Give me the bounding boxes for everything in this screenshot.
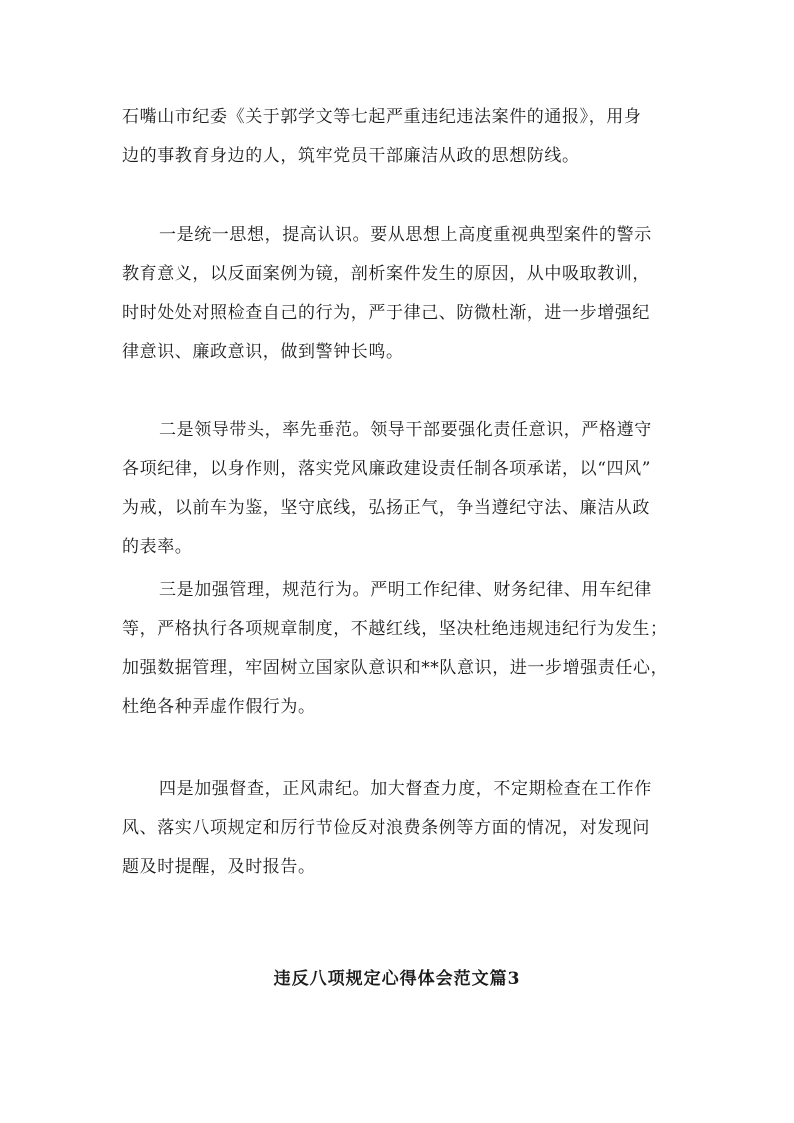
paragraph-line: 四是加强督查，正风肃纪。加大督查力度，不定期检查在工作作	[159, 779, 652, 799]
paragraph-line: 风、落实八项规定和厉行节俭反对浪费条例等方面的情况，对发现问	[122, 818, 650, 838]
paragraph-line: 边的事教育身边的人，筑牢党员干部廉洁从政的思想防线。	[122, 146, 580, 166]
paragraph-line: 时时处处对照检查自己的行为，严于律己、防微杜渐，进一步增强纪	[122, 303, 650, 323]
paragraph-line: 题及时提醒，及时报告。	[122, 857, 316, 877]
paragraph-line: 二是领导带头，率先垂范。领导干部要强化责任意识，严格遵守	[159, 420, 652, 440]
paragraph-line: 律意识、廉政意识，做到警钟长鸣。	[122, 342, 404, 362]
paragraph-line: 教育意义，以反面案例为镜，剖析案件发生的原因，从中吸取教训，	[122, 264, 650, 284]
paragraph-line: 石嘴山市纪委《关于郭学文等七起严重违纪违法案件的通报》，用身	[122, 107, 642, 127]
paragraph-line: 加强数据管理，牢固树立国家队意识和**队意识，进一步增强责任心，	[122, 658, 669, 678]
paragraph-line: 等，严格执行各项规章制度，不越红线，坚决杜绝违规违纪行为发生；	[122, 619, 668, 639]
paragraph-line: 一是统一思想，提高认识。要从思想上高度重视典型案件的警示	[159, 225, 652, 245]
paragraph-line: 的表率。	[122, 537, 193, 557]
paragraph-line: 各项纪律，以身作则，落实党风廉政建设责任制各项承诺，以“四风”	[122, 459, 651, 479]
paragraph-line: 三是加强管理，规范行为。严明工作纪律、财务纪律、用车纪律	[159, 580, 652, 600]
section-heading: 违反八项规定心得体会范文篇3	[273, 969, 521, 989]
paragraph-line: 杜绝各种弄虚作假行为。	[122, 697, 316, 717]
paragraph-leaders-lead	[122, 411, 682, 567]
paragraph-continuation	[122, 98, 682, 176]
paragraph-strengthen-supervision	[122, 770, 682, 887]
paragraph-strengthen-management	[122, 571, 682, 727]
paragraph-line: 为戒，以前车为鉴，坚守底线，弘扬正气，争当遵纪守法、廉洁从政	[122, 498, 650, 518]
paragraph-unify-thinking	[122, 216, 682, 372]
